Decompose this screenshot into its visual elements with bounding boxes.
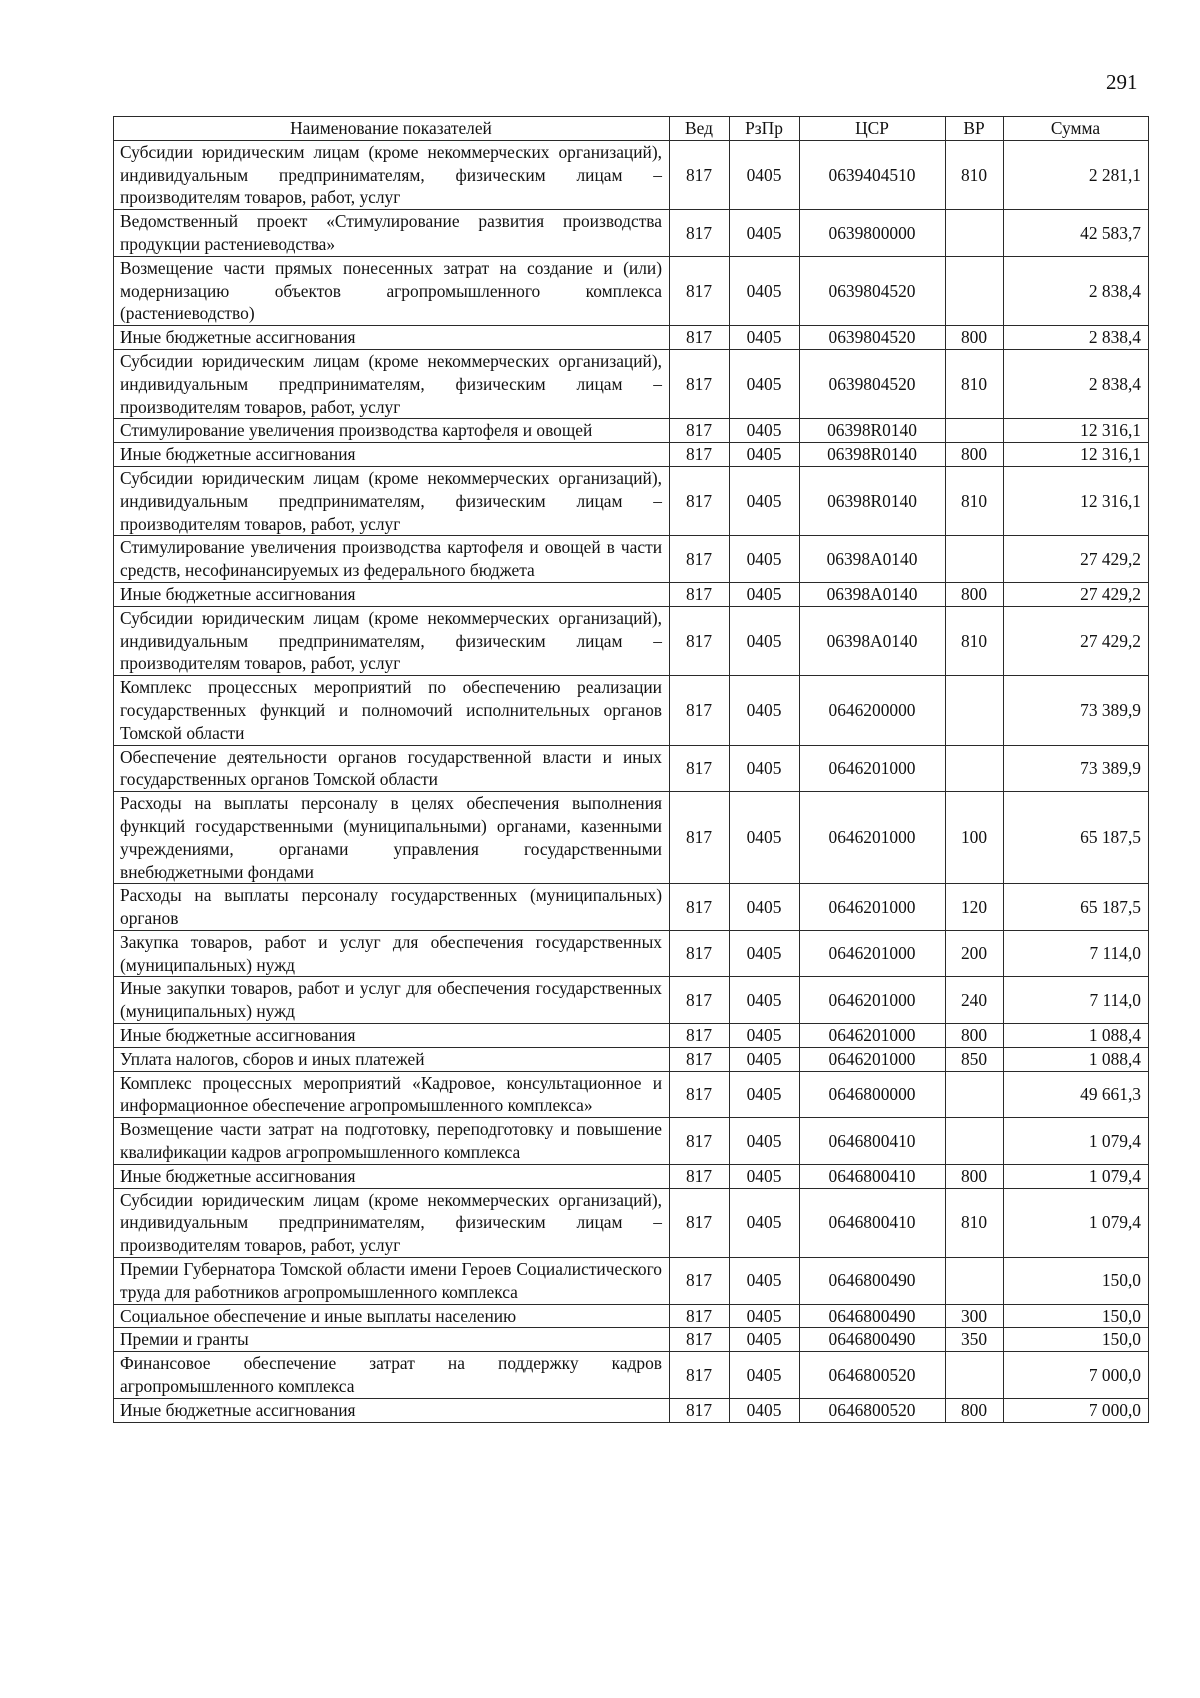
cell-vr: 800 xyxy=(946,582,1004,606)
cell-sum: 1 079,4 xyxy=(1004,1164,1149,1188)
cell-sum: 7 000,0 xyxy=(1004,1352,1149,1399)
cell-rzpr: 0405 xyxy=(730,210,800,257)
cell-ved: 817 xyxy=(670,1047,730,1071)
cell-vr: 100 xyxy=(946,792,1004,884)
cell-csr: 0646201000 xyxy=(800,884,946,931)
cell-name: Иные закупки товаров, работ и услуг для обеспечения государственных (муниципальных) нужд xyxy=(114,977,670,1024)
table-header xyxy=(114,117,1149,141)
cell-sum: 7 114,0 xyxy=(1004,977,1149,1024)
cell-ved: 817 xyxy=(670,1164,730,1188)
table-row xyxy=(114,349,1149,418)
cell-sum: 73 389,9 xyxy=(1004,676,1149,745)
cell-ved: 817 xyxy=(670,326,730,350)
cell-ved: 817 xyxy=(670,1118,730,1165)
cell-ved: 817 xyxy=(670,140,730,209)
cell-rzpr: 0405 xyxy=(730,1328,800,1352)
cell-sum: 1 079,4 xyxy=(1004,1188,1149,1257)
cell-ved: 817 xyxy=(670,1071,730,1118)
cell-name: Возмещение части затрат на подготовку, переподготовку и повышение квалификации кадров агропромышленного комплекса xyxy=(114,1118,670,1165)
cell-name: Иные бюджетные ассигнования xyxy=(114,443,670,467)
cell-name: Субсидии юридическим лицам (кроме некоммерческих организаций), индивидуальным предпринимателям, физическим лицам – производителям товаров, работ, услуг xyxy=(114,349,670,418)
cell-csr: 0639804520 xyxy=(800,326,946,350)
cell-csr: 0646800490 xyxy=(800,1304,946,1328)
cell-sum: 65 187,5 xyxy=(1004,884,1149,931)
cell-sum: 2 281,1 xyxy=(1004,140,1149,209)
cell-ved: 817 xyxy=(670,1188,730,1257)
cell-sum: 12 316,1 xyxy=(1004,466,1149,535)
cell-csr: 0646800520 xyxy=(800,1352,946,1399)
cell-name: Субсидии юридическим лицам (кроме некоммерческих организаций), индивидуальным предпринимателям, физическим лицам – производителям товаров, работ, услуг xyxy=(114,140,670,209)
cell-csr: 0646800520 xyxy=(800,1398,946,1422)
table-row xyxy=(114,745,1149,792)
cell-vr xyxy=(946,536,1004,583)
table-body xyxy=(114,140,1149,1422)
table-row xyxy=(114,930,1149,977)
table-row xyxy=(114,210,1149,257)
cell-ved: 817 xyxy=(670,1258,730,1305)
cell-name: Иные бюджетные ассигнования xyxy=(114,326,670,350)
cell-vr xyxy=(946,1118,1004,1165)
cell-csr: 0646201000 xyxy=(800,745,946,792)
cell-rzpr: 0405 xyxy=(730,606,800,675)
cell-name: Премии и гранты xyxy=(114,1328,670,1352)
table-row xyxy=(114,792,1149,884)
header-ved: Вед xyxy=(670,117,730,141)
table-row xyxy=(114,1258,1149,1305)
cell-name: Премии Губернатора Томской области имени Героев Социалистического труда для работников агропромышленного комплекса xyxy=(114,1258,670,1305)
cell-name: Стимулирование увеличения производства картофеля и овощей в части средств, несофинансируемых из федерального бюджета xyxy=(114,536,670,583)
table-row xyxy=(114,140,1149,209)
cell-vr xyxy=(946,1071,1004,1118)
cell-vr xyxy=(946,1258,1004,1305)
cell-ved: 817 xyxy=(670,1024,730,1048)
cell-rzpr: 0405 xyxy=(730,977,800,1024)
cell-name: Стимулирование увеличения производства картофеля и овощей xyxy=(114,419,670,443)
cell-rzpr: 0405 xyxy=(730,349,800,418)
cell-sum: 150,0 xyxy=(1004,1258,1149,1305)
cell-ved: 817 xyxy=(670,256,730,325)
cell-sum: 2 838,4 xyxy=(1004,349,1149,418)
table-row xyxy=(114,1328,1149,1352)
cell-ved: 817 xyxy=(670,676,730,745)
cell-ved: 817 xyxy=(670,443,730,467)
cell-sum: 27 429,2 xyxy=(1004,606,1149,675)
cell-vr: 800 xyxy=(946,326,1004,350)
cell-ved: 817 xyxy=(670,419,730,443)
cell-csr: 0646800410 xyxy=(800,1188,946,1257)
table-row xyxy=(114,466,1149,535)
cell-name: Уплата налогов, сборов и иных платежей xyxy=(114,1047,670,1071)
cell-name: Расходы на выплаты персоналу государственных (муниципальных) органов xyxy=(114,884,670,931)
table-row xyxy=(114,1164,1149,1188)
cell-rzpr: 0405 xyxy=(730,745,800,792)
cell-csr: 0646201000 xyxy=(800,1024,946,1048)
cell-vr: 810 xyxy=(946,349,1004,418)
cell-name: Обеспечение деятельности органов государственной власти и иных государственных органов Томской области xyxy=(114,745,670,792)
cell-name: Социальное обеспечение и иные выплаты населению xyxy=(114,1304,670,1328)
cell-name: Субсидии юридическим лицам (кроме некоммерческих организаций), индивидуальным предпринимателям, физическим лицам – производителям товаров, работ, услуг xyxy=(114,466,670,535)
cell-ved: 817 xyxy=(670,1304,730,1328)
cell-sum: 1 088,4 xyxy=(1004,1047,1149,1071)
cell-rzpr: 0405 xyxy=(730,792,800,884)
cell-ved: 817 xyxy=(670,930,730,977)
cell-rzpr: 0405 xyxy=(730,676,800,745)
cell-rzpr: 0405 xyxy=(730,1024,800,1048)
cell-ved: 817 xyxy=(670,792,730,884)
cell-sum: 49 661,3 xyxy=(1004,1071,1149,1118)
cell-csr: 0639800000 xyxy=(800,210,946,257)
cell-csr: 0646200000 xyxy=(800,676,946,745)
table-row xyxy=(114,1188,1149,1257)
cell-vr: 800 xyxy=(946,1024,1004,1048)
table-row xyxy=(114,326,1149,350)
cell-ved: 817 xyxy=(670,1398,730,1422)
cell-vr: 810 xyxy=(946,606,1004,675)
cell-rzpr: 0405 xyxy=(730,884,800,931)
table-row xyxy=(114,1352,1149,1399)
cell-sum: 42 583,7 xyxy=(1004,210,1149,257)
cell-vr: 810 xyxy=(946,1188,1004,1257)
table-row xyxy=(114,1304,1149,1328)
cell-vr xyxy=(946,419,1004,443)
cell-rzpr: 0405 xyxy=(730,140,800,209)
cell-sum: 7 000,0 xyxy=(1004,1398,1149,1422)
cell-csr: 0639404510 xyxy=(800,140,946,209)
cell-ved: 817 xyxy=(670,977,730,1024)
cell-name: Комплекс процессных мероприятий «Кадровое, консультационное и информационное обеспечение агропромышленного комплекса» xyxy=(114,1071,670,1118)
cell-ved: 817 xyxy=(670,745,730,792)
cell-vr xyxy=(946,210,1004,257)
cell-name: Иные бюджетные ассигнования xyxy=(114,1398,670,1422)
cell-sum: 2 838,4 xyxy=(1004,326,1149,350)
cell-ved: 817 xyxy=(670,349,730,418)
cell-csr: 0646800490 xyxy=(800,1258,946,1305)
table-row xyxy=(114,582,1149,606)
cell-name: Иные бюджетные ассигнования xyxy=(114,1024,670,1048)
cell-sum: 65 187,5 xyxy=(1004,792,1149,884)
cell-ved: 817 xyxy=(670,1328,730,1352)
cell-csr: 0646800410 xyxy=(800,1164,946,1188)
cell-rzpr: 0405 xyxy=(730,443,800,467)
header-csr: ЦСР xyxy=(800,117,946,141)
cell-vr xyxy=(946,1352,1004,1399)
cell-name: Финансовое обеспечение затрат на поддержку кадров агропромышленного комплекса xyxy=(114,1352,670,1399)
cell-csr: 0646201000 xyxy=(800,792,946,884)
cell-vr: 200 xyxy=(946,930,1004,977)
header-rzpr: РзПр xyxy=(730,117,800,141)
cell-ved: 817 xyxy=(670,582,730,606)
table-row xyxy=(114,536,1149,583)
cell-sum: 27 429,2 xyxy=(1004,536,1149,583)
cell-rzpr: 0405 xyxy=(730,1047,800,1071)
cell-sum: 12 316,1 xyxy=(1004,443,1149,467)
cell-ved: 817 xyxy=(670,210,730,257)
cell-ved: 817 xyxy=(670,1352,730,1399)
cell-vr: 810 xyxy=(946,140,1004,209)
cell-vr xyxy=(946,745,1004,792)
table-row xyxy=(114,1047,1149,1071)
cell-rzpr: 0405 xyxy=(730,582,800,606)
cell-sum: 1 088,4 xyxy=(1004,1024,1149,1048)
cell-sum: 73 389,9 xyxy=(1004,745,1149,792)
header-row xyxy=(114,117,1149,141)
cell-vr: 810 xyxy=(946,466,1004,535)
cell-rzpr: 0405 xyxy=(730,1188,800,1257)
cell-vr: 800 xyxy=(946,1164,1004,1188)
cell-csr: 0646800000 xyxy=(800,1071,946,1118)
cell-sum: 12 316,1 xyxy=(1004,419,1149,443)
cell-rzpr: 0405 xyxy=(730,1352,800,1399)
cell-csr: 0646201000 xyxy=(800,977,946,1024)
cell-csr: 0646800410 xyxy=(800,1118,946,1165)
cell-rzpr: 0405 xyxy=(730,930,800,977)
cell-rzpr: 0405 xyxy=(730,1258,800,1305)
header-vr: ВР xyxy=(946,117,1004,141)
cell-csr: 06398A0140 xyxy=(800,582,946,606)
cell-csr: 0646201000 xyxy=(800,930,946,977)
table-row xyxy=(114,977,1149,1024)
cell-sum: 7 114,0 xyxy=(1004,930,1149,977)
cell-vr: 800 xyxy=(946,1398,1004,1422)
cell-vr: 350 xyxy=(946,1328,1004,1352)
table-row xyxy=(114,606,1149,675)
cell-ved: 817 xyxy=(670,606,730,675)
cell-ved: 817 xyxy=(670,466,730,535)
cell-csr: 0639804520 xyxy=(800,349,946,418)
table-row xyxy=(114,884,1149,931)
budget-table xyxy=(113,116,1149,1423)
cell-rzpr: 0405 xyxy=(730,1118,800,1165)
cell-rzpr: 0405 xyxy=(730,1164,800,1188)
cell-sum: 150,0 xyxy=(1004,1328,1149,1352)
cell-sum: 150,0 xyxy=(1004,1304,1149,1328)
cell-csr: 06398R0140 xyxy=(800,466,946,535)
cell-rzpr: 0405 xyxy=(730,1304,800,1328)
cell-ved: 817 xyxy=(670,884,730,931)
cell-csr: 06398A0140 xyxy=(800,536,946,583)
table-row xyxy=(114,256,1149,325)
cell-rzpr: 0405 xyxy=(730,326,800,350)
header-sum: Сумма xyxy=(1004,117,1149,141)
cell-name: Возмещение части прямых понесенных затрат на создание и (или) модернизацию объектов агропромышленного комплекса (растениеводство) xyxy=(114,256,670,325)
cell-rzpr: 0405 xyxy=(730,466,800,535)
table-row xyxy=(114,1024,1149,1048)
cell-rzpr: 0405 xyxy=(730,256,800,325)
cell-csr: 06398R0140 xyxy=(800,443,946,467)
cell-rzpr: 0405 xyxy=(730,1071,800,1118)
cell-name: Комплекс процессных мероприятий по обеспечению реализации государственных функций и полномочий исполнительных органов Томской области xyxy=(114,676,670,745)
cell-name: Ведомственный проект «Стимулирование развития производства продукции растениеводства» xyxy=(114,210,670,257)
cell-csr: 06398A0140 xyxy=(800,606,946,675)
table-row xyxy=(114,1071,1149,1118)
cell-vr xyxy=(946,676,1004,745)
cell-rzpr: 0405 xyxy=(730,1398,800,1422)
cell-vr: 850 xyxy=(946,1047,1004,1071)
cell-ved: 817 xyxy=(670,536,730,583)
cell-sum: 27 429,2 xyxy=(1004,582,1149,606)
cell-rzpr: 0405 xyxy=(730,536,800,583)
cell-vr: 300 xyxy=(946,1304,1004,1328)
cell-csr: 0639804520 xyxy=(800,256,946,325)
cell-csr: 06398R0140 xyxy=(800,419,946,443)
table-row xyxy=(114,1398,1149,1422)
cell-rzpr: 0405 xyxy=(730,419,800,443)
cell-vr xyxy=(946,256,1004,325)
cell-sum: 1 079,4 xyxy=(1004,1118,1149,1165)
cell-vr: 240 xyxy=(946,977,1004,1024)
page-number: 291 xyxy=(1106,70,1138,94)
cell-name: Иные бюджетные ассигнования xyxy=(114,582,670,606)
cell-csr: 0646201000 xyxy=(800,1047,946,1071)
cell-name: Расходы на выплаты персоналу в целях обеспечения выполнения функций государственными (муниципальными) органами, казенными учреждениями, органами управления государственными внебюджетными фондами xyxy=(114,792,670,884)
cell-name: Закупка товаров, работ и услуг для обеспечения государственных (муниципальных) нужд xyxy=(114,930,670,977)
table-row xyxy=(114,676,1149,745)
cell-vr: 800 xyxy=(946,443,1004,467)
cell-name: Иные бюджетные ассигнования xyxy=(114,1164,670,1188)
cell-name: Субсидии юридическим лицам (кроме некоммерческих организаций), индивидуальным предпринимателям, физическим лицам – производителям товаров, работ, услуг xyxy=(114,606,670,675)
table-row xyxy=(114,1118,1149,1165)
table-row xyxy=(114,419,1149,443)
cell-csr: 0646800490 xyxy=(800,1328,946,1352)
cell-sum: 2 838,4 xyxy=(1004,256,1149,325)
cell-vr: 120 xyxy=(946,884,1004,931)
cell-name: Субсидии юридическим лицам (кроме некоммерческих организаций), индивидуальным предпринимателям, физическим лицам – производителям товаров, работ, услуг xyxy=(114,1188,670,1257)
header-name: Наименование показателей xyxy=(114,117,670,141)
table-row xyxy=(114,443,1149,467)
